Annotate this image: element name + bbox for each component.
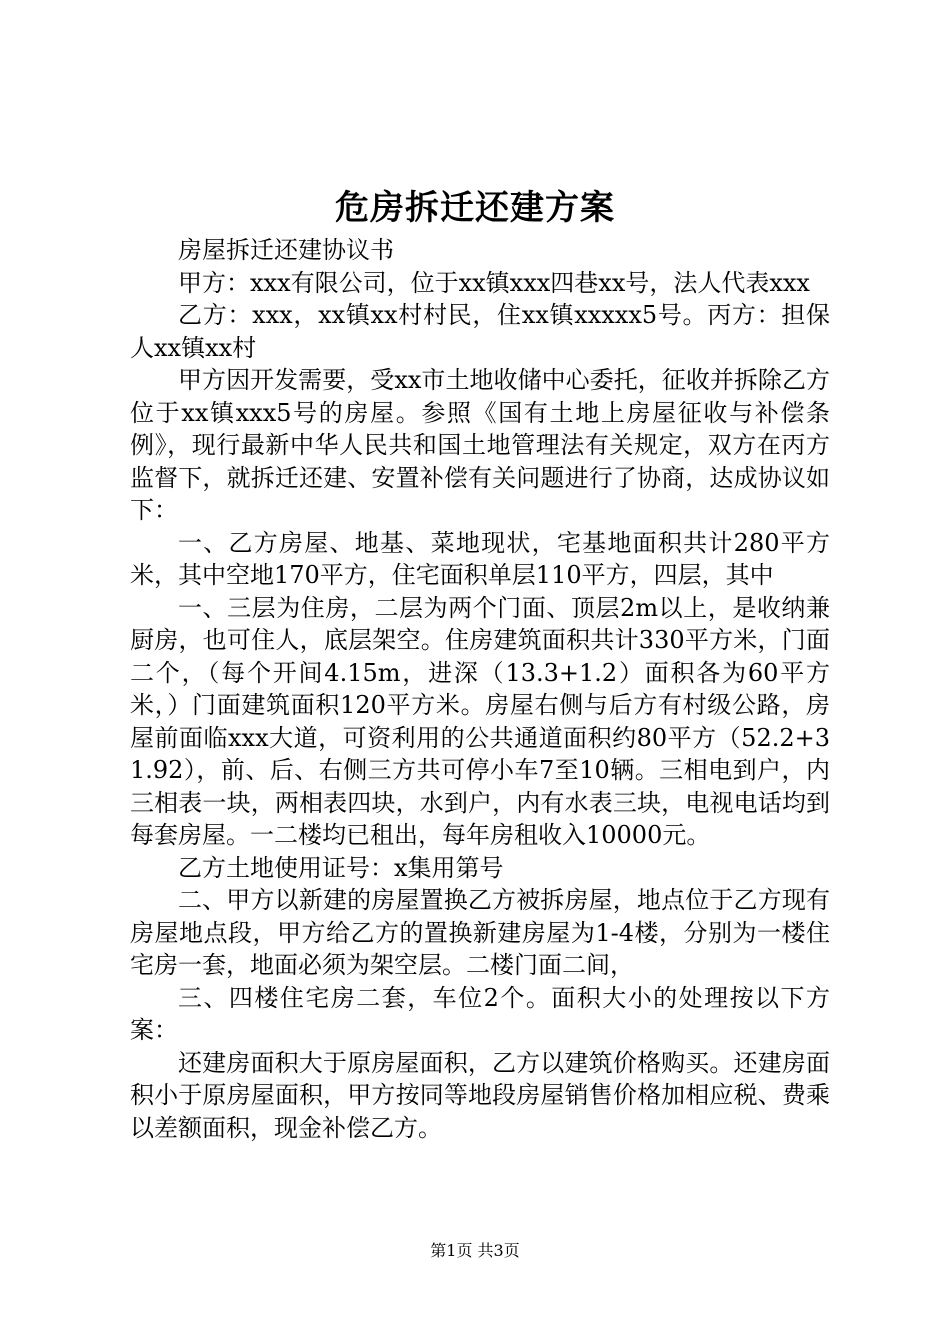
- paragraph-party-b: 乙方：xxx，xx镇xx村村民，住xx镇xxxxx5号。丙方：担保人xx镇xx村: [130, 301, 830, 362]
- paragraph-area-settlement: 还建房面积大于原房屋面积，乙方以建筑价格购买。还建房面积小于原房屋面积，甲方按同等地段房屋销售价格加相应税、费乘以差额面积，现金补偿乙方。: [130, 1048, 830, 1142]
- paragraph-heading: 房屋拆迁还建协议书: [178, 236, 394, 264]
- paragraph-party-a: 甲方：xxx有限公司，位于xx镇xxx四巷xx号，法人代表xxx: [178, 268, 810, 297]
- document-body: [130, 234, 830, 1144]
- paragraph-clause-1: 一、乙方房屋、地基、菜地现状，宅基地面积共计280平方米，其中空地170平方，住宅面积单层110平方，四层，其中: [130, 528, 830, 589]
- page-number: 第1页 共3页: [430, 1241, 520, 1260]
- document-title: 危房拆迁还建方案: [335, 188, 615, 228]
- paragraph-background: 甲方因开发需要，受xx市土地收储中心委托，征收并拆除乙方位于xx镇xxx5号的房屋。参照《国有土地上房屋征收与补偿条例》，现行最新中华人民共和国土地管理法有关规定，双方在丙方监督下，就拆迁还建、安置补偿有关问题进行了协商，达成协议如下：: [130, 366, 830, 524]
- paragraph-land-certificate: 乙方土地使用证号：x集用第号: [178, 853, 504, 882]
- paragraph-clause-1-detail: 一、三层为住房，二层为两个门面、顶层2m以上，是收纳兼厨房，也可住人，底层架空。住房建筑面积共计330平方米，门面二个，（每个开间4.15m，进深（13.3+1.2）面积各为60平方米，）门面建筑面积120平方米。房屋右侧与后方有村级公路，房屋前面临xxx大道，可资利用的公共通道面积约80平方（52.2+31.92），前、后、右侧三方共可停小车7至10辆。三相电到户，内三相表一块，两相表四块，水到户，内有水表三块，电视电话均到每套房屋。一二楼均已租出，每年房租收入10000元。: [130, 593, 830, 849]
- paragraph-clause-2: 二、甲方以新建的房屋置换乙方被拆房屋，地点位于乙方现有房屋地点段，甲方给乙方的置换新建房屋为1-4楼，分别为一楼住宅房一套，地面必须为架空层。二楼门面二间，: [130, 886, 830, 979]
- paragraph-clause-3: 三、四楼住宅房二套，车位2个。面积大小的处理按以下方案：: [130, 983, 830, 1044]
